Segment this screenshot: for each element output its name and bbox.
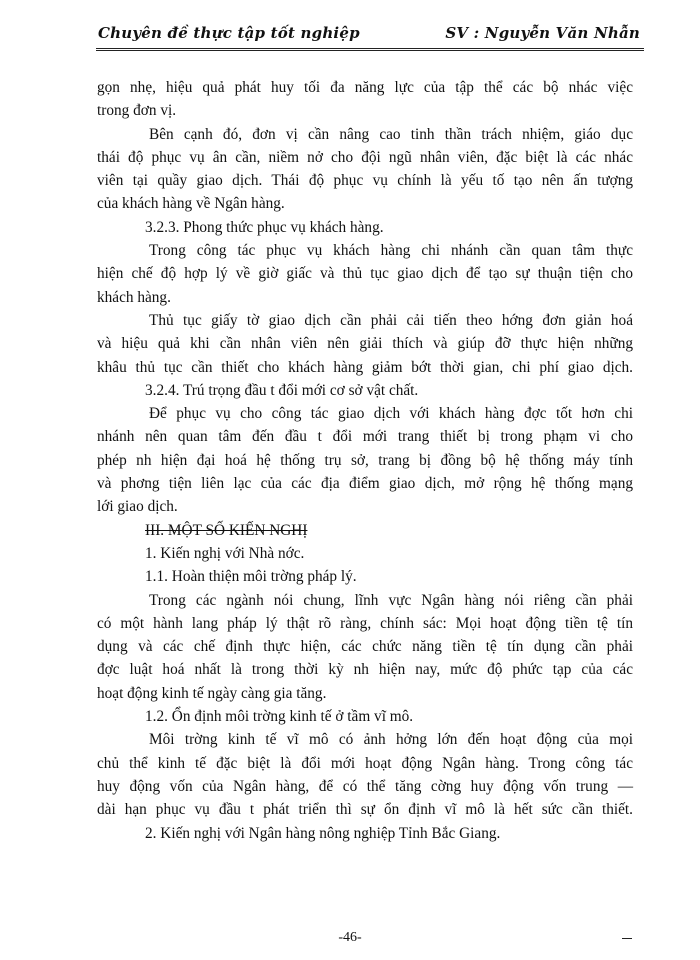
- chapter-heading-text: III. MỘT SỐ KIẾN NGHỊ: [145, 521, 308, 539]
- text-line: nhánh nên quan tâm đến đầu t đổi mới trang thiết bị trong phạm vi cho: [97, 428, 633, 446]
- text-line: dụng và các chế định thực hiện, các chức năng tiền tệ tín dụng cần phải: [97, 638, 633, 656]
- document-body: [97, 76, 633, 845]
- section-heading: 1.2. Ổn định môi trờng kinh tế ở tầm vĩ mô.: [145, 708, 414, 726]
- text-line: Trong các ngành nói chung, lĩnh vực Ngân hàng nói riêng cần phải: [149, 591, 633, 609]
- text-line: đợc luật hoá nhất là trong thời kỳ nh hiện nay, mức độ phức tạp của các: [97, 661, 633, 679]
- section-heading: 2. Kiến nghị với Ngân hàng nông nghiệp Tỉnh Bắc Giang.: [145, 824, 501, 842]
- section-heading: 1.1. Hoàn thiện môi trờng pháp lý.: [145, 568, 357, 586]
- text-line: khách hàng.: [97, 288, 171, 306]
- page-header: [96, 20, 644, 51]
- text-line: viên tại quầy giao dịch. Thái độ phục vụ chính là yếu tố tạo nên ấn tượng: [97, 172, 633, 190]
- corner-dash: [622, 938, 632, 939]
- section-heading: 3.2.4. Trú trọng đầu t đổi mới cơ sở vật chất.: [145, 381, 419, 399]
- text-line: và phơng tiện liên lạc của các địa điểm giao dịch, mở rộng hệ thống mạng: [97, 475, 633, 493]
- text-line: Thủ tục giấy tờ giao dịch cần phải cải tiến theo hớng đơn giản hoá: [149, 311, 633, 329]
- text-line: trong đơn vị.: [97, 102, 177, 120]
- header-title: Chuyên đề thực tập tốt nghiệp: [98, 24, 360, 42]
- text-line: dài hạn phục vụ đầu t phát triển thì sự ổn định vĩ mô là hết sức cần thiết.: [97, 801, 633, 819]
- section-heading: 1. Kiến nghị với Nhà nớc.: [145, 544, 305, 562]
- text-line: hoạt động kinh tế ngày càng gia tăng.: [97, 684, 327, 702]
- chapter-heading: [97, 519, 633, 542]
- section-heading: 3.2.3. Phong thức phục vụ khách hàng.: [145, 218, 384, 236]
- text-line: lới giao dịch.: [97, 498, 178, 516]
- text-line: Để phục vụ cho công tác giao dịch với khách hàng đợc tốt hơn chi: [149, 405, 633, 423]
- page-number: -46-: [338, 930, 362, 945]
- text-line: Bên cạnh đó, đơn vị cần nâng cao tinh thần trách nhiệm, giáo dục: [149, 125, 633, 143]
- text-line: hiện chế độ hợp lý về giờ giấc và thủ tục giao dịch để tạo sự thuận tiện cho: [97, 265, 633, 283]
- header-author: SV : Nguyễn Văn Nhẫn: [445, 24, 640, 42]
- text-line: và hiệu quả khi cần nhân viên nên giải thích và giúp đỡ thực hiện những: [97, 335, 633, 353]
- text-line: Trong công tác phục vụ khách hàng chi nhánh cần quan tâm thực: [149, 242, 633, 260]
- text-line: gọn nhẹ, hiệu quả phát huy tối đa năng lực của tập thể các bộ nhác việc: [97, 79, 633, 96]
- text-line: chủ thể kinh tế đặc biệt là đổi mới hoạt động Ngân hàng. Trong công tác: [97, 754, 633, 772]
- text-line: Môi trờng kinh tế vĩ mô có ảnh hởng lớn đến hoạt động của mọi: [149, 731, 633, 749]
- text-line: phép nh hiện đại hoá hệ thống trụ sở, trang bị đồng bộ hệ thống máy tính: [97, 451, 633, 469]
- text-line: thái độ phục vụ ân cần, niềm nở cho đội ngũ nhân viên, đặc biệt là các nhác: [97, 148, 633, 166]
- text-line: có một hành lang pháp lý thật rõ ràng, chính sác: Mọi hoạt động tiền tệ tín: [97, 614, 633, 632]
- text-line: khâu thủ tục cần thiết cho khách hàng giảm bớt thời gian, chi phí giao dịch.: [97, 358, 633, 376]
- text-line: của khách hàng về Ngân hàng.: [97, 195, 285, 213]
- text-line: huy động vốn của Ngân hàng, để có thể tăng cờng huy động vốn trung —: [97, 777, 633, 795]
